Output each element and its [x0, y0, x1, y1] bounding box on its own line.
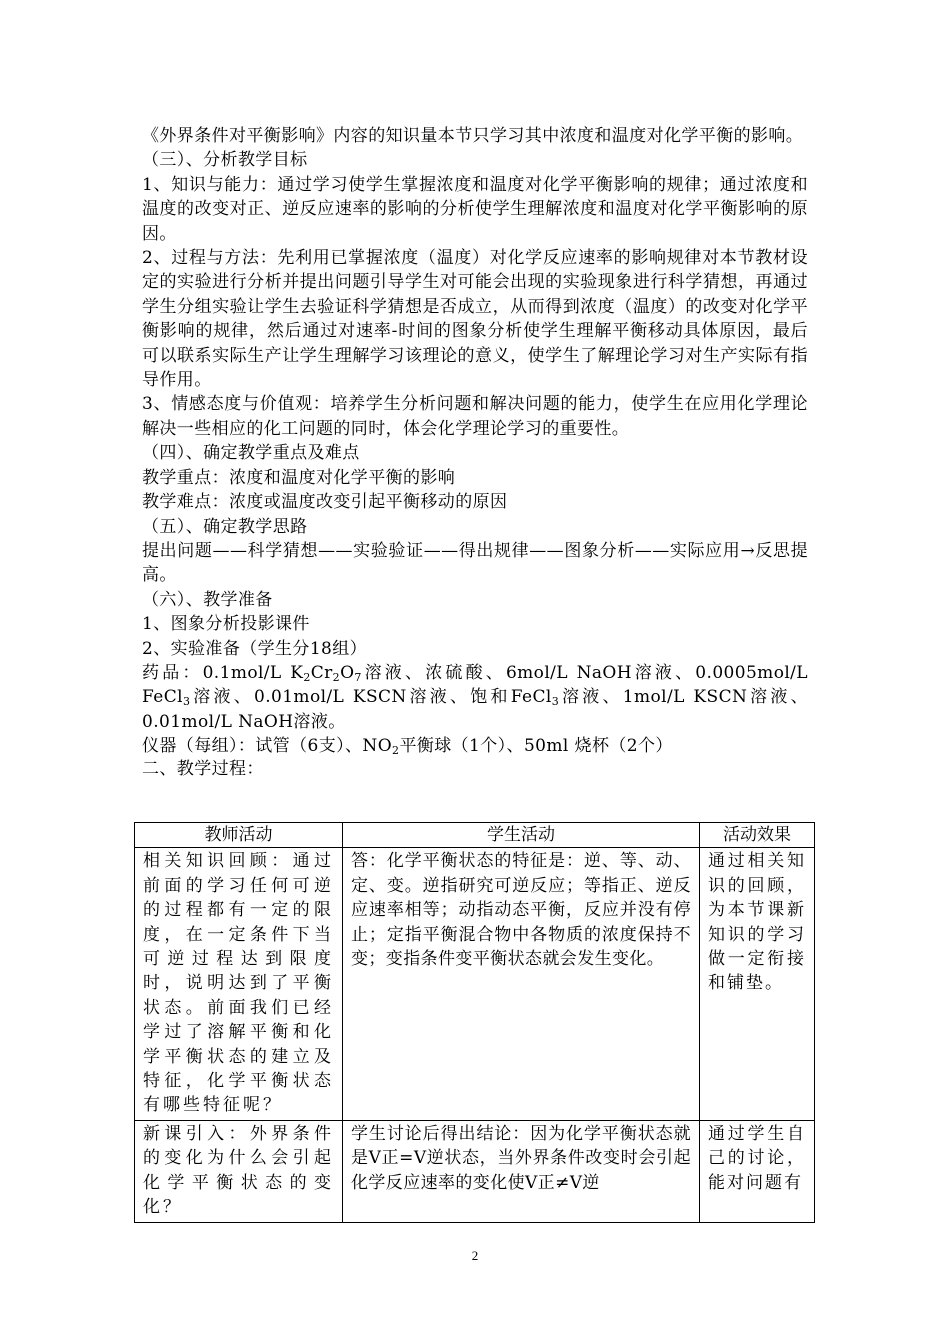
header-effect: 活动效果: [700, 823, 815, 848]
table-row: [135, 1120, 815, 1222]
heading-process: 二、教学过程：: [142, 758, 264, 779]
prep-item: 1、图象分析投影课件: [142, 614, 310, 635]
header-teacher: 教师活动: [135, 823, 343, 848]
prep-item: 2、实验准备（学生分18组）: [142, 638, 368, 659]
heading-key-points: （四）、确定教学重点及难点: [142, 443, 360, 464]
heading-approach: （五）、确定教学思路: [142, 516, 308, 537]
header-student: 学生活动: [343, 823, 700, 848]
page-number: 2: [471, 1248, 479, 1263]
paragraph: 2、过程与方法：先利用已掌握浓度（温度）对化学反应速率的影响规律对本节教材设定的实验进行分析并提出问题引导学生对可能会出现的实验现象进行科学猜想，再通过学生分组实验让学生去验证科学猜想是否成立，从而得到浓度（温度）的改变对化学平衡影响的规律，然后通过对速率-时间的图象分析使学生理解平衡移动具体原因，最后可以联系实际生产让学生理解学习该理论的意义，使学生了解理论学习对生产实际有指导作用。: [142, 248, 808, 391]
table-row: [135, 848, 815, 1120]
heading-preparation: （六）、教学准备: [142, 589, 273, 610]
paragraph: 《外界条件对平衡影响》内容的知识量本节只学习其中浓度和温度对化学平衡的影响。: [142, 126, 804, 146]
key-point: 教学重点：浓度和温度对化学平衡的影响: [142, 467, 456, 488]
heading-objectives: （三）、分析教学目标: [142, 150, 308, 171]
instruments-line: 仪器（每组）：试管（6支）、$NO_2$平衡球（1个）、50ml 烧杯（2个）: [142, 736, 673, 758]
body-text: [142, 124, 808, 779]
cell-effect: 通过学生自己的讨论，能对问题有: [700, 1120, 815, 1222]
paragraph: 3、情感态度与价值观：培养学生分析问题和解决问题的能力，使学生在应用化学理论解决一些相应的化工问题的同时，体会化学理论学习的重要性。: [142, 394, 808, 439]
cell-student: 学生讨论后得出结论：因为化学平衡状态就是V正=V逆状态，当外界条件改变时会引起化学反应速率的变化使V正≠V逆: [343, 1120, 700, 1222]
cell-teacher: 新课引入：外界条件的变化为什么会引起化学平衡状态的变化？: [135, 1120, 343, 1222]
teaching-process-table: [134, 822, 815, 1223]
cell-teacher: 相关知识回顾：通过前面的学习任何可逆的过程都有一定的限度，在一定条件下当可逆过程达到限度时，说明达到了平衡状态。前面我们已经学过了溶解平衡和化学平衡状态的建立及特征，化学平衡状态有哪些特征呢？: [135, 848, 343, 1120]
difficulty: 教学难点：浓度或温度改变引起平衡移动的原因: [142, 492, 508, 513]
reagents-line: 药品：0.1mol/L $K_2Cr_2O_7$溶液、浓硫酸、6mol/L NaOH溶液、0.0005mol/L FeCl$_3$溶液、0.01mol/L KSCN溶液、饱和FeCl$_3$溶液、1mol/L KSCN溶液、0.01mol/L NaOH溶液。: [142, 662, 808, 732]
paragraph: 提出问题——科学猜想——实验验证——得出规律——图象分析——实际应用→反思提高。: [142, 540, 808, 586]
cell-effect: 通过相关知识的回顾，为本节课新知识的学习做一定衔接和铺垫。: [700, 848, 815, 1120]
table-header-row: [135, 823, 815, 848]
cell-student: 答：化学平衡状态的特征是：逆、等、动、定、变。逆指研究可逆反应；等指正、逆反应速率相等；动指动态平衡，反应并没有停止；定指平衡混合物中各物质的浓度保持不变；变指条件变平衡状态就会发生变化。: [343, 848, 700, 1120]
paragraph: 1、知识与能力：通过学习使学生掌握浓度和温度对化学平衡影响的规律；通过浓度和温度的改变对正、逆反应速率的影响的分析使学生理解浓度和温度对化学平衡影响的原因。: [142, 174, 808, 244]
